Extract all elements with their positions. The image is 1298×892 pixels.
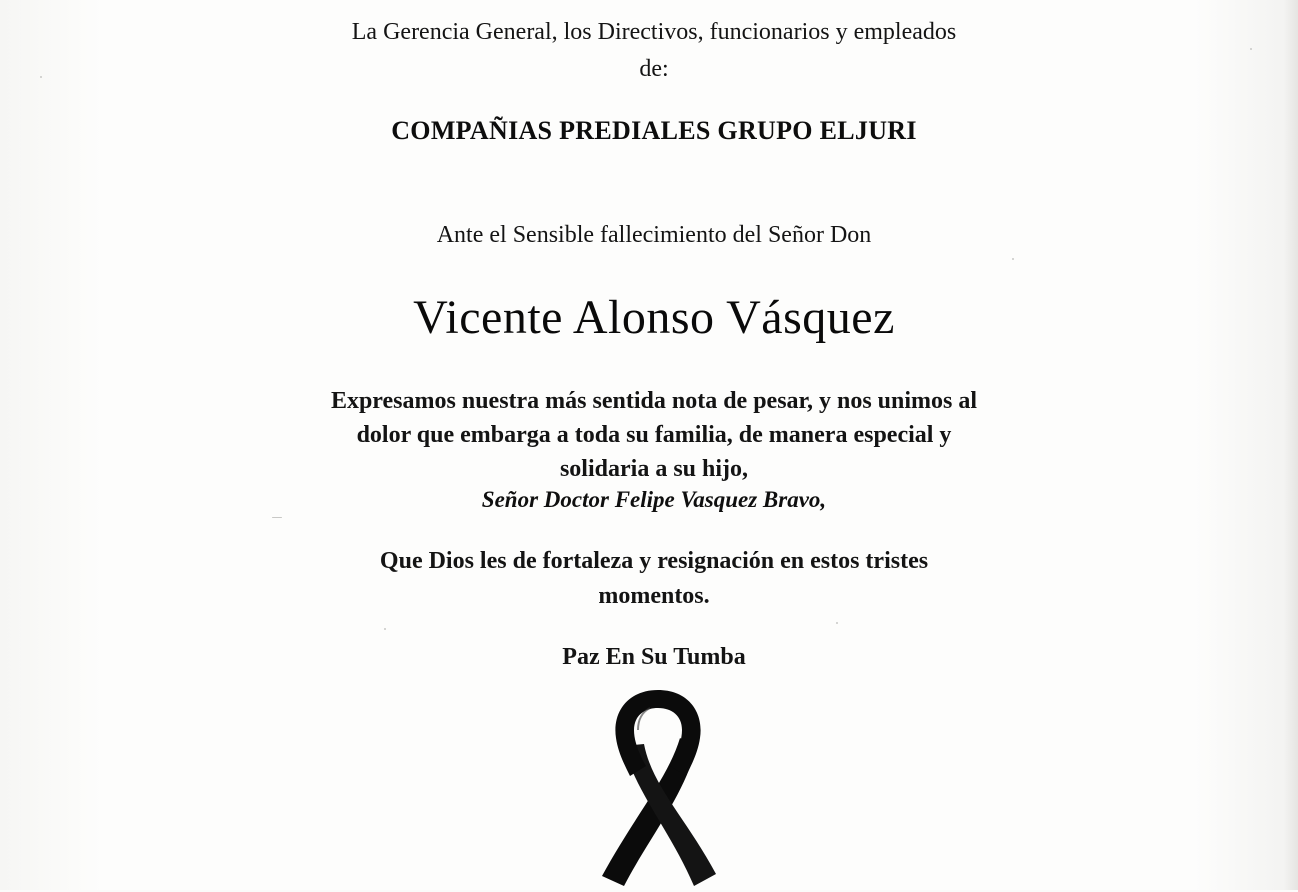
intro-line-1: La Gerencia General, los Directivos, funcionarios y empleados <box>351 19 957 45</box>
paper-speck <box>272 517 282 518</box>
message-line-1: Expresamos nuestra más sentida nota de pesar, y nos unimos al <box>330 388 978 414</box>
paper-speck <box>40 76 42 78</box>
honoree-name: Señor Doctor Felipe Vasquez Bravo, <box>481 487 827 512</box>
paper-speck <box>384 628 386 630</box>
company-name: COMPAÑIAS PREDIALES GRUPO ELJURI <box>391 116 917 145</box>
message-line-2: dolor que embarga a toda su familia, de manera especial y <box>356 422 952 448</box>
lead-line: Ante el Sensible fallecimiento del Señor Don <box>436 222 872 248</box>
wish-line-1: Que Dios les de fortaleza y resignación en estos tristes <box>379 548 929 574</box>
wish-line-2: momentos. <box>598 583 710 609</box>
paper-speck <box>1250 48 1252 50</box>
message-line-3: solidaria a su hijo, <box>559 456 749 482</box>
closing-line: Paz En Su Tumba <box>562 644 746 670</box>
paper-speck <box>1012 258 1014 260</box>
intro-line-2: de: <box>639 56 669 82</box>
paper-speck <box>836 622 838 624</box>
mourning-ribbon-icon <box>594 686 722 892</box>
deceased-name: Vicente Alonso Vásquez <box>413 291 895 344</box>
